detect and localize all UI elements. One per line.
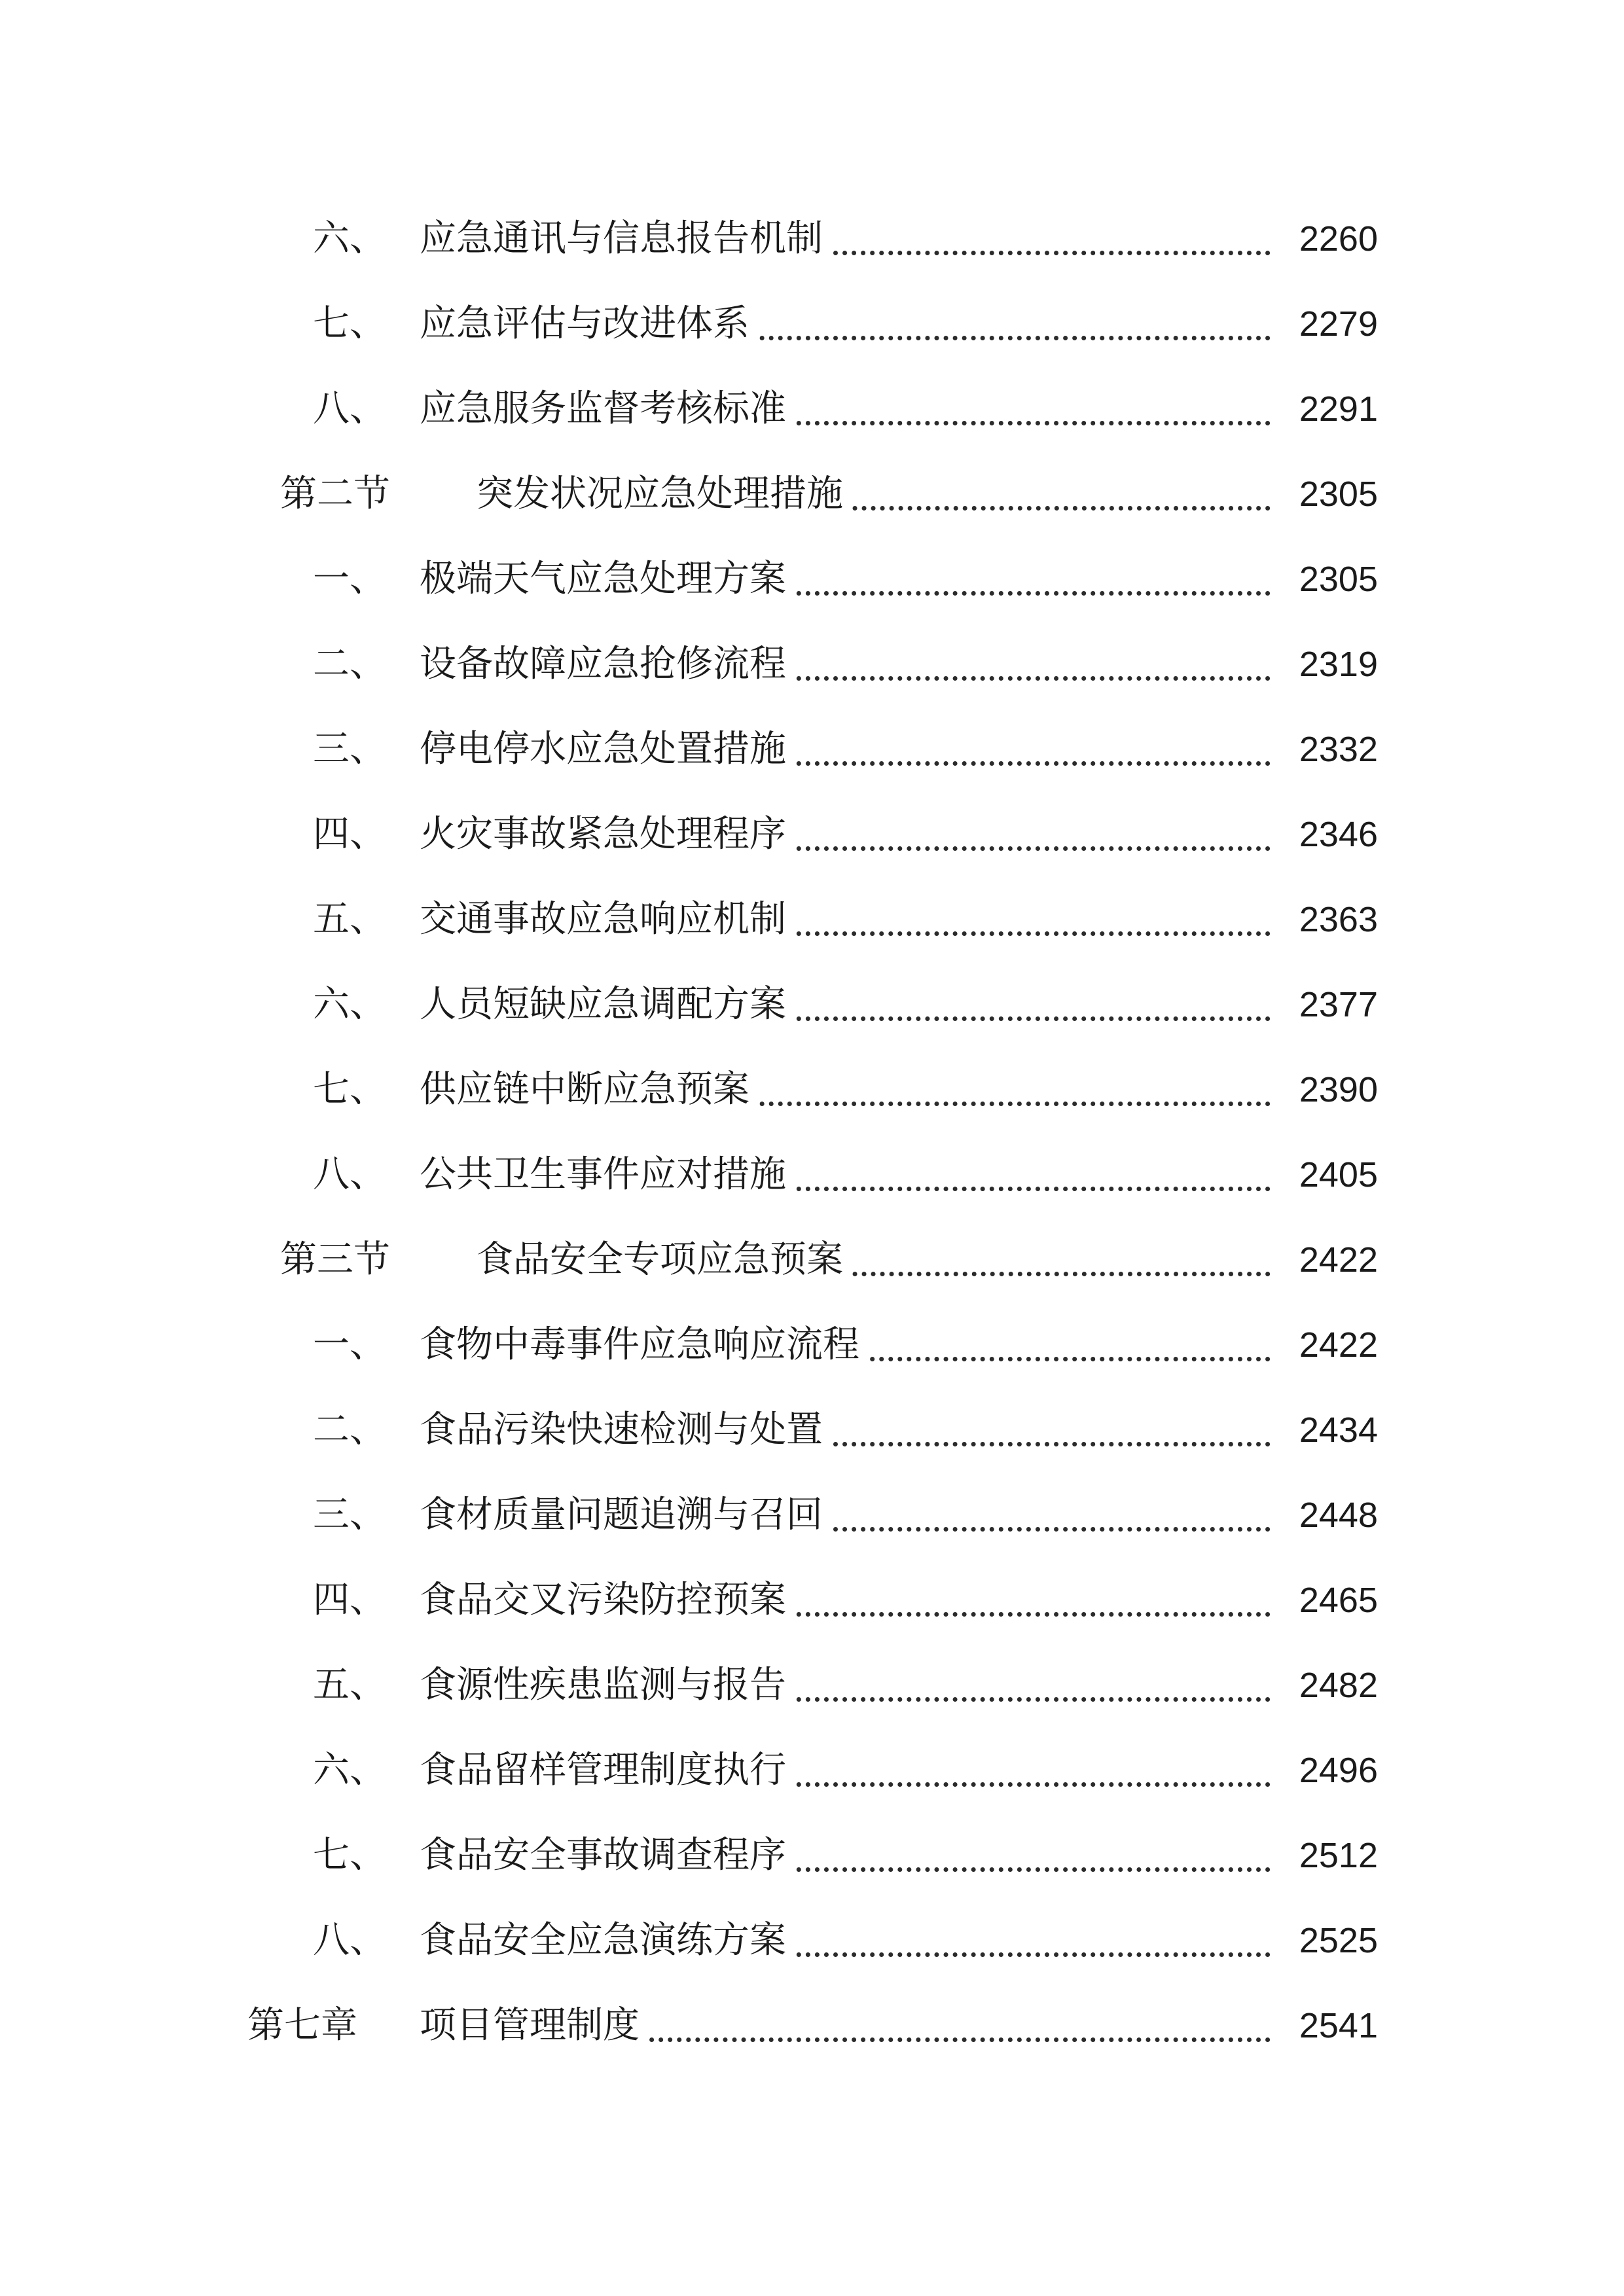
toc-entry-number: 二、 [313,1408,386,1451]
toc-entry[interactable] [0,547,1624,612]
toc-entry-title: 食品安全事故调查程序 [420,1837,793,1874]
toc-entry-page: 2332 [1294,732,1378,767]
toc-entry-page: 2377 [1294,987,1378,1022]
toc-entry-number: 一、 [313,558,386,600]
toc-entry-number: 四、 [313,813,386,855]
toc-entry[interactable] [0,1653,1624,1718]
toc-entry[interactable] [0,1908,1624,1973]
toc-entry-page: 2496 [1294,1753,1378,1788]
toc-entry-page: 2279 [1294,306,1378,342]
toc-entry-title: 食品留样管理制度执行 [420,1752,793,1789]
toc-entry-number: 第二节 [280,473,390,515]
toc-entry-number: 六、 [313,983,386,1026]
toc-chapter-entry[interactable] [0,1993,1624,2058]
toc-entry-page: 2346 [1294,817,1378,852]
toc-entry[interactable] [0,1312,1624,1378]
toc-entry-title: 应急评估与改进体系 [420,306,756,342]
toc-entry-page: 2390 [1294,1072,1378,1107]
toc-entry-title: 应急服务监督考核标准 [420,391,793,427]
toc-entry-number: 四、 [313,1579,386,1621]
toc-entry-number: 二、 [313,643,386,685]
toc-entry-title: 应急通讯与信息报告机制 [420,221,829,257]
toc-entry[interactable] [0,376,1624,442]
toc-entry-number: 七、 [313,302,386,345]
toc-entry-page: 2465 [1294,1583,1378,1618]
toc-entry-page: 2512 [1294,1838,1378,1873]
toc-entry-number: 七、 [313,1068,386,1111]
toc-entry-title: 食品污染快速检测与处置 [420,1412,829,1448]
toc-entry[interactable] [0,1738,1624,1803]
toc-entry-title: 交通事故应急响应机制 [420,901,793,938]
toc-section-entry[interactable] [0,461,1624,527]
toc-entry[interactable] [0,1057,1624,1122]
toc-entry[interactable] [0,291,1624,357]
toc-entry-title: 火灾事故紧急处理程序 [420,816,793,853]
toc-entry-title: 项目管理制度 [420,2007,646,2044]
toc-entry[interactable] [0,1142,1624,1208]
toc-entry-number: 一、 [313,1323,386,1366]
toc-entry[interactable] [0,887,1624,952]
toc-entry-number: 第七章 [247,2004,357,2047]
toc-entry-number: 八、 [313,1153,386,1196]
toc-entry-page: 2305 [1294,562,1378,597]
toc-entry-number: 三、 [313,728,386,770]
toc-entry-page: 2448 [1294,1498,1378,1533]
toc-entry-number: 六、 [313,217,386,260]
toc-entry-title: 设备故障应急抢修流程 [420,646,793,683]
toc-entry-page: 2422 [1294,1242,1378,1278]
toc-entry-page: 2305 [1294,476,1378,512]
toc-entry[interactable] [0,972,1624,1037]
toc-entry-number: 八、 [313,1919,386,1962]
toc-entry[interactable] [0,1568,1624,1633]
toc-entry-page: 2405 [1294,1157,1378,1193]
toc-entry-page: 2525 [1294,1923,1378,1958]
toc-entry[interactable] [0,802,1624,867]
toc-entry-page: 2422 [1294,1327,1378,1363]
toc-entry-number: 七、 [313,1834,386,1876]
toc-entry[interactable] [0,1397,1624,1463]
toc-entry-number: 八、 [313,387,386,430]
toc-entry-title: 公共卫生事件应对措施 [420,1157,793,1193]
toc-entry-title: 人员短缺应急调配方案 [420,986,793,1023]
toc-entry-page: 2363 [1294,902,1378,937]
toc-entry-number: 六、 [313,1749,386,1791]
toc-entry-title: 食品安全专项应急预案 [477,1242,850,1278]
toc-entry-page: 2291 [1294,391,1378,427]
toc-entry[interactable] [0,206,1624,272]
toc-entry-number: 第三节 [280,1238,390,1281]
toc-entry-title: 食品交叉污染防控预案 [420,1582,793,1619]
toc-entry-title: 突发状况应急处理措施 [477,476,850,512]
toc-entry-number: 五、 [313,898,386,941]
toc-entry-title: 食物中毒事件应急响应流程 [420,1327,866,1363]
toc-entry-title: 停电停水应急处置措施 [420,731,793,768]
toc-entry[interactable] [0,1823,1624,1888]
toc-entry[interactable] [0,632,1624,697]
toc-entry-number: 三、 [313,1494,386,1536]
toc-entry[interactable] [0,717,1624,782]
toc-entry-page: 2482 [1294,1668,1378,1703]
toc-entry[interactable] [0,1482,1624,1548]
toc-entry-page: 2319 [1294,647,1378,682]
toc-entry-page: 2260 [1294,221,1378,257]
toc-entry-title: 食源性疾患监测与报告 [420,1667,793,1704]
toc-entry-page: 2434 [1294,1412,1378,1448]
toc-entry-page: 2541 [1294,2008,1378,2043]
toc-entry-title: 食材质量问题追溯与召回 [420,1497,829,1534]
toc-entry-title: 极端天气应急处理方案 [420,561,793,598]
toc-entry-title: 食品安全应急演练方案 [420,1922,793,1959]
toc-entry-title: 供应链中断应急预案 [420,1071,756,1108]
toc-entry-number: 五、 [313,1664,386,1706]
toc-section-entry[interactable] [0,1227,1624,1293]
